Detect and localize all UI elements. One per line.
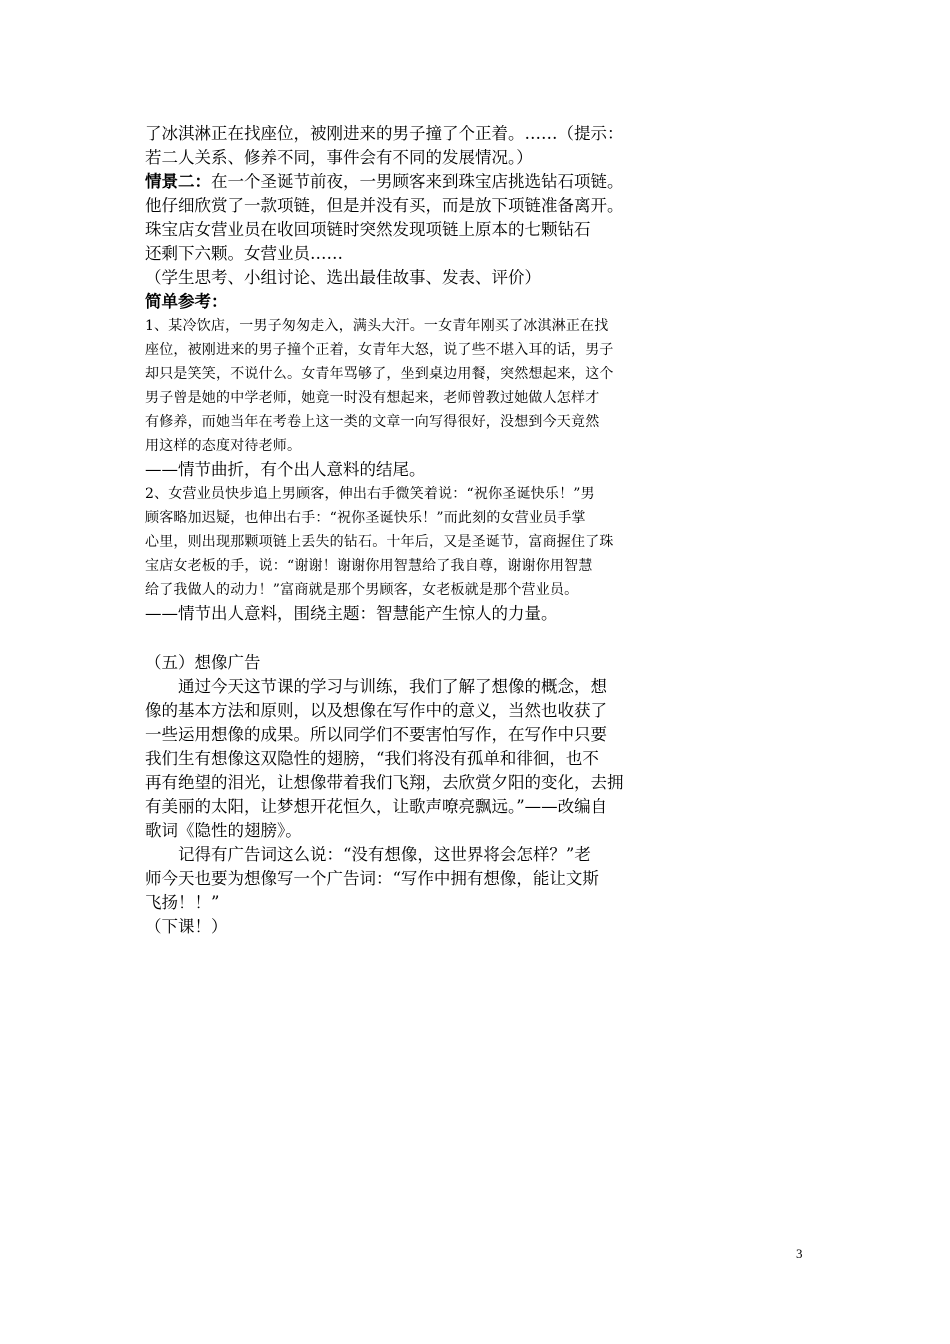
text-line: [145, 266, 680, 290]
text-line: [145, 290, 680, 314]
text-line: [145, 338, 680, 362]
line-text: （下课！）: [145, 917, 228, 936]
line-text: （五）想像广告: [145, 653, 261, 672]
line-text: 2、女营业员快步追上男顾客，伸出右手微笑着说：“祝你圣诞快乐！”男: [145, 486, 595, 502]
text-line: [145, 723, 680, 747]
text-line: [145, 747, 680, 771]
text-line: [145, 771, 680, 795]
text-line: [145, 386, 680, 410]
text-line: [145, 843, 680, 867]
text-line: [145, 675, 680, 699]
line-text: 简单参考：: [145, 292, 228, 311]
text-line: [145, 242, 680, 266]
line-text: 歌词《隐性的翅膀》。: [145, 821, 302, 840]
line-text: 宝店女老板的手，说：“谢谢！谢谢你用智慧给了我自尊，谢谢你用智慧: [145, 558, 593, 574]
text-line: [145, 795, 680, 819]
text-line: [145, 218, 680, 242]
line-text: ——情节曲折，有个出人意料的结尾。: [145, 460, 426, 479]
line-text: 用这样的态度对待老师。: [145, 438, 302, 454]
line-text: 还剩下六颗。女营业员……: [145, 244, 343, 263]
text-line: [145, 891, 680, 915]
text-line: [145, 410, 680, 434]
line-text: 在一个圣诞节前夜，一男顾客来到珠宝店挑选钻石项链。: [211, 172, 624, 191]
text-line: [145, 314, 680, 338]
line-text: ——情节出人意料，围绕主题：智慧能产生惊人的力量。: [145, 604, 558, 623]
text-line: [145, 482, 680, 506]
line-text: 座位，被刚进来的男子撞个正着，女青年大怒，说了些不堪入耳的话，男子: [145, 342, 614, 358]
line-text: 顾客略加迟疑，也伸出右手：“祝你圣诞快乐！”而此刻的女营业员手掌: [145, 510, 586, 526]
line-text: 男子曾是她的中学老师，她竟一时没有想起来，老师曾教过她做人怎样才: [145, 390, 600, 406]
line-text: 我们生有想像这双隐性的翅膀，“我们将没有孤单和徘徊，也不: [145, 749, 599, 768]
text-line: [145, 434, 680, 458]
text-line: [145, 578, 680, 602]
text-line: [145, 530, 680, 554]
text-line: [145, 506, 680, 530]
line-text: 飞扬！！”: [145, 893, 220, 912]
text-line: [145, 819, 680, 843]
paragraph-gap: [145, 626, 680, 651]
line-text: 1、某冷饮店，一男子匆匆走入，满头大汗。一女青年刚买了冰淇淋正在找: [145, 318, 609, 334]
line-text: 心里，则出现那颗项链上丢失的钻石。十年后，又是圣诞节，富商握住了珠: [145, 534, 614, 550]
text-line: [145, 170, 680, 194]
line-text: 却只是笑笑，不说什么。女青年骂够了，坐到桌边用餐，突然想起来，这个: [145, 366, 614, 382]
line-text: 他仔细欣赏了一款项链，但是并没有买，而是放下项链准备离开。: [145, 196, 624, 215]
line-text: 若二人关系、修养不同，事件会有不同的发展情况。）: [145, 148, 533, 167]
line-text: 了冰淇淋正在找座位，被刚进来的男子撞了个正着。……（提示：: [145, 124, 624, 143]
line-text: 有美丽的太阳，让梦想开花恒久，让歌声嘹亮飘远。”——改编自: [145, 797, 608, 816]
line-text: 珠宝店女营业员在收回项链时突然发现项链上原本的七颗钻石: [145, 220, 591, 239]
page-number: 3: [796, 1246, 803, 1261]
text-line: [145, 458, 680, 482]
line-text: 通过今天这节课的学习与训练，我们了解了想像的概念，想: [178, 677, 607, 696]
scenario-label: 情景二：: [145, 172, 211, 191]
text-line: [145, 146, 680, 170]
line-text: 记得有广告词这么说：“没有想像，这世界将会怎样？”老: [178, 845, 591, 864]
line-text: 一些运用想像的成果。所以同学们不要害怕写作，在写作中只要: [145, 725, 607, 744]
text-line: [145, 122, 680, 146]
text-line: [145, 194, 680, 218]
text-line: [145, 651, 680, 675]
line-text: 有修养，而她当年在考卷上这一类的文章一向写得很好，没想到今天竟然: [145, 414, 600, 430]
text-line: [145, 602, 680, 626]
line-text: 给了我做人的动力！”富商就是那个男顾客，女老板就是那个营业员。: [145, 582, 579, 598]
text-line: [145, 554, 680, 578]
text-line: [145, 867, 680, 891]
page-body: [145, 122, 680, 939]
text-line: [145, 699, 680, 723]
line-text: 像的基本方法和原则，以及想像在写作中的意义，当然也收获了: [145, 701, 607, 720]
text-line: [145, 362, 680, 386]
line-text: （学生思考、小组讨论、选出最佳故事、发表、评价）: [145, 268, 541, 287]
text-line: [145, 915, 680, 939]
line-text: 师今天也要为想像写一个广告词：“写作中拥有想像，能让文斯: [145, 869, 599, 888]
line-text: 再有绝望的泪光，让想像带着我们飞翔，去欣赏夕阳的变化，去拥: [145, 773, 624, 792]
